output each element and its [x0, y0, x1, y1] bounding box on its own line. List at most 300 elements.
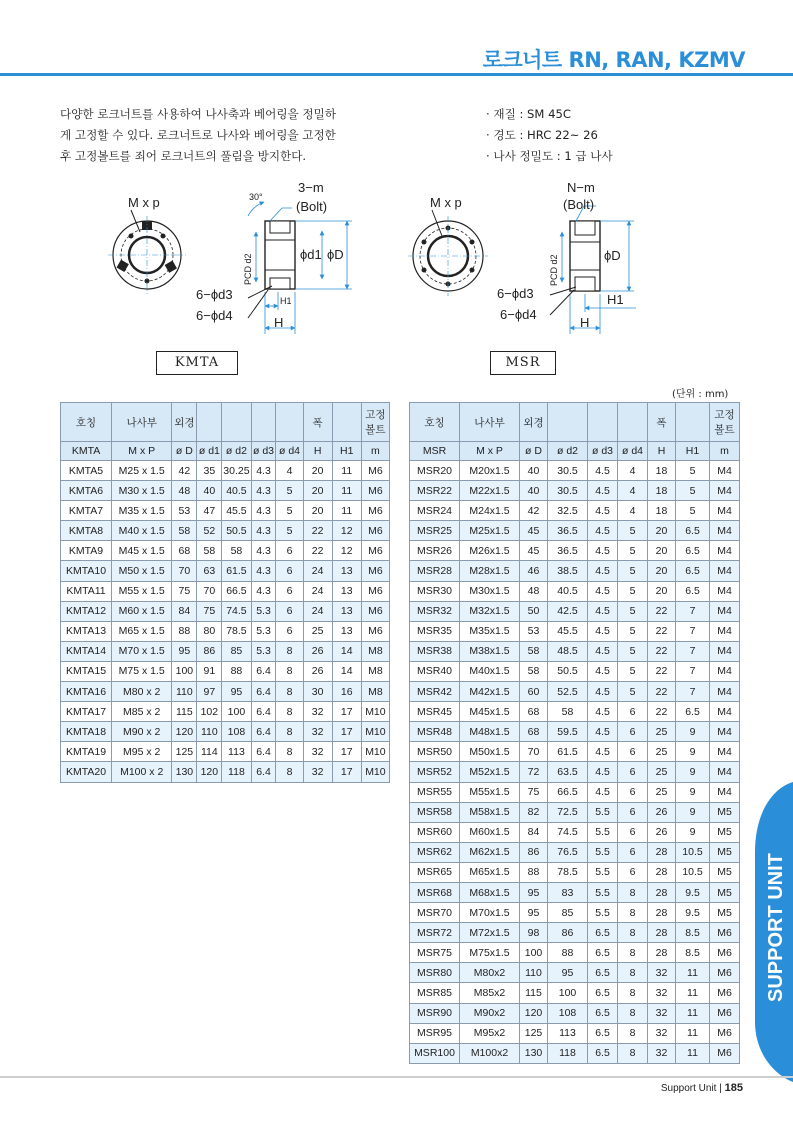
table-cell: 12 [332, 521, 361, 541]
table-cell: 46 [520, 561, 548, 581]
table-cell: 22 [303, 521, 332, 541]
table-cell: 48 [172, 481, 197, 501]
table-cell: 45 [520, 521, 548, 541]
table-cell: 80 [197, 621, 222, 641]
table-cell: M6 [361, 561, 389, 581]
table-cell: 52.5 [548, 682, 588, 702]
table-cell: M50 x 1.5 [112, 561, 172, 581]
side-tab-label: SUPPORT UNIT [765, 853, 787, 1002]
msr-header-group [548, 403, 588, 442]
table-cell: M4 [710, 541, 740, 561]
table-cell: 83 [548, 882, 588, 902]
table-cell: 4.5 [588, 481, 618, 501]
page-title: 로크너트 RN, RAN, KZMV [482, 48, 745, 72]
table-cell: 4.5 [588, 641, 618, 661]
table-row [410, 702, 740, 722]
table-cell: 17 [332, 742, 361, 762]
table-cell: M50x1.5 [460, 742, 520, 762]
table-cell: M6 [710, 943, 740, 963]
msr-side-view [550, 206, 636, 334]
kmta-angle-label: 30° [249, 192, 263, 202]
table-cell: M72x1.5 [460, 923, 520, 943]
msr-table [409, 402, 740, 1064]
table-cell: 20 [303, 481, 332, 501]
table-cell: 18 [648, 461, 676, 481]
table-row [410, 862, 740, 882]
table-cell: 120 [197, 762, 222, 782]
table-cell: M95 x 2 [112, 742, 172, 762]
table-cell: M65x1.5 [460, 862, 520, 882]
table-cell: MSR65 [410, 862, 460, 882]
table-cell: M42x1.5 [460, 682, 520, 702]
table-cell: 13 [332, 561, 361, 581]
table-cell: 5 [618, 601, 648, 621]
table-cell: 120 [172, 722, 197, 742]
table-cell: 88 [172, 621, 197, 641]
table-row [410, 943, 740, 963]
table-cell: 32 [648, 983, 676, 1003]
table-cell: M4 [710, 601, 740, 621]
table-cell: 5 [676, 461, 710, 481]
table-cell: M6 [710, 1043, 740, 1063]
table-cell: M35x1.5 [460, 621, 520, 641]
table-cell: M52x1.5 [460, 762, 520, 782]
table-cell: M6 [361, 601, 389, 621]
table-row [410, 661, 740, 681]
table-cell: 8 [618, 923, 648, 943]
table-cell: 91 [197, 661, 222, 681]
table-cell: 5.5 [588, 842, 618, 862]
table-cell: M5 [710, 822, 740, 842]
table-row [410, 682, 740, 702]
table-cell: 28 [648, 862, 676, 882]
table-cell: 5 [618, 641, 648, 661]
table-cell: 10.5 [676, 862, 710, 882]
table-cell: 24 [303, 581, 332, 601]
table-cell: 25 [648, 742, 676, 762]
table-cell: 75 [197, 601, 222, 621]
table-cell: 40 [197, 481, 222, 501]
table-cell: 75 [520, 782, 548, 802]
table-cell: 6.5 [588, 943, 618, 963]
table-cell: 8 [618, 1003, 648, 1023]
table-row [410, 1023, 740, 1043]
table-cell: 130 [520, 1043, 548, 1063]
table-cell: KMTA13 [61, 621, 112, 641]
kmta-header-group: 고정 볼트 [361, 403, 389, 442]
table-cell: 88 [548, 943, 588, 963]
intro-line: 다양한 로크너트를 사용하여 나사축과 베어링을 정밀하 [60, 107, 337, 121]
kmta-mxp-label: M x p [128, 195, 160, 210]
table-cell: 20 [303, 501, 332, 521]
table-row [410, 802, 740, 822]
table-cell: 7 [676, 661, 710, 681]
table-cell: 130 [172, 762, 197, 782]
table-cell: 30.25 [222, 461, 251, 481]
table-cell: 5.5 [588, 882, 618, 902]
table-cell: 70 [172, 561, 197, 581]
kmta-column-header: m [361, 442, 389, 461]
table-cell: 84 [520, 822, 548, 842]
table-row [410, 903, 740, 923]
table-cell: 6.5 [588, 1003, 618, 1023]
table-row [410, 601, 740, 621]
table-cell: 9 [676, 802, 710, 822]
table-cell: 5.3 [251, 621, 276, 641]
table-cell: 8 [276, 742, 303, 762]
intro-line: 후 고정볼트를 죄어 로크너트의 풀림을 방지한다. [60, 148, 307, 163]
table-cell: 4.3 [251, 521, 276, 541]
table-cell: M90 x 2 [112, 722, 172, 742]
table-cell: M10 [361, 762, 389, 782]
table-cell: M85x2 [460, 983, 520, 1003]
table-cell: 5 [618, 581, 648, 601]
table-cell: 110 [520, 963, 548, 983]
table-cell: M6 [361, 481, 389, 501]
table-cell: 4.5 [588, 742, 618, 762]
table-cell: 4.3 [251, 561, 276, 581]
table-cell: M6 [710, 983, 740, 1003]
table-cell: 6 [618, 842, 648, 862]
table-cell: 4.5 [588, 581, 618, 601]
table-cell: 5.5 [588, 822, 618, 842]
table-cell: 74.5 [222, 601, 251, 621]
table-cell: 6 [276, 541, 303, 561]
side-section-tab [755, 782, 793, 1082]
table-cell: 11 [676, 1043, 710, 1063]
table-cell: 17 [332, 702, 361, 722]
kmta-header-group [276, 403, 303, 442]
table-cell: 28 [648, 923, 676, 943]
table-cell: 5 [618, 682, 648, 702]
table-cell: 11 [676, 1023, 710, 1043]
table-cell: 53 [520, 621, 548, 641]
table-cell: M4 [710, 521, 740, 541]
table-cell: 8 [618, 943, 648, 963]
table-cell: 100 [172, 661, 197, 681]
table-cell: 6 [618, 782, 648, 802]
table-cell: MSR80 [410, 963, 460, 983]
table-row [410, 822, 740, 842]
table-cell: 50.5 [548, 661, 588, 681]
table-cell: 110 [197, 722, 222, 742]
table-cell: 52 [197, 521, 222, 541]
table-cell: M6 [361, 541, 389, 561]
table-cell: M40x1.5 [460, 661, 520, 681]
table-cell: MSR68 [410, 882, 460, 902]
table-cell: M4 [710, 702, 740, 722]
msr-column-header: ø d3 [588, 442, 618, 461]
table-cell: M30x1.5 [460, 581, 520, 601]
table-row [410, 882, 740, 902]
footer [661, 1082, 743, 1094]
table-cell: 7 [676, 621, 710, 641]
table-cell: 4.5 [588, 541, 618, 561]
table-cell: KMTA11 [61, 581, 112, 601]
table-cell: MSR35 [410, 621, 460, 641]
table-cell: 40 [520, 461, 548, 481]
table-cell: 108 [222, 722, 251, 742]
table-row [410, 842, 740, 862]
table-cell: M6 [361, 501, 389, 521]
msr-column-header: ø d2 [548, 442, 588, 461]
table-cell: M90x2 [460, 1003, 520, 1023]
table-cell: 4 [276, 461, 303, 481]
table-cell: 18 [648, 501, 676, 521]
table-cell: 6.5 [588, 1043, 618, 1063]
table-row [61, 561, 390, 581]
table-cell: 100 [520, 943, 548, 963]
kmta-header-group [332, 403, 361, 442]
table-cell: 45.5 [222, 501, 251, 521]
table-cell: 74.5 [548, 822, 588, 842]
table-cell: 20 [648, 581, 676, 601]
table-cell: 76.5 [548, 842, 588, 862]
table-cell: 85 [548, 903, 588, 923]
table-cell: 6 [276, 601, 303, 621]
table-cell: KMTA5 [61, 461, 112, 481]
table-cell: 6.5 [588, 923, 618, 943]
table-cell: 95 [172, 641, 197, 661]
kmta-column-header: H1 [332, 442, 361, 461]
table-cell: M35 x 1.5 [112, 501, 172, 521]
table-cell: 98 [520, 923, 548, 943]
table-cell: 6.4 [251, 742, 276, 762]
kmta-d4-label: 6−ϕd4 [196, 308, 233, 323]
msr-D-label: ϕD [604, 248, 621, 263]
msr-d4-label: 6−ϕd4 [500, 307, 537, 322]
table-cell: 78.5 [222, 621, 251, 641]
table-cell: 4.3 [251, 481, 276, 501]
table-cell: 40.5 [548, 581, 588, 601]
table-cell: M25x1.5 [460, 521, 520, 541]
spec-material: · 재질 : SM 45C [486, 107, 571, 121]
table-cell: M60 x 1.5 [112, 601, 172, 621]
table-cell: 11 [676, 983, 710, 1003]
unit-note: (단위 : mm) [672, 389, 729, 400]
table-row [410, 1003, 740, 1023]
table-cell: 63 [197, 561, 222, 581]
table-cell: MSR75 [410, 943, 460, 963]
table-cell: 86 [520, 842, 548, 862]
table-cell: KMTA17 [61, 702, 112, 722]
table-row [61, 762, 390, 782]
table-cell: 26 [648, 822, 676, 842]
table-cell: 6.5 [588, 963, 618, 983]
table-cell: M55x1.5 [460, 782, 520, 802]
msr-bolt-label: (Bolt) [563, 197, 595, 212]
table-cell: 6 [276, 561, 303, 581]
table-cell: MSR60 [410, 822, 460, 842]
kmta-bolt-label: (Bolt) [296, 199, 328, 214]
kmta-header-group: 폭 [303, 403, 332, 442]
table-cell: M75x1.5 [460, 943, 520, 963]
table-cell: 8 [618, 882, 648, 902]
table-cell: 32 [648, 1003, 676, 1023]
table-cell: M10 [361, 722, 389, 742]
msr-name-box: MSR [490, 351, 556, 375]
table-cell: 13 [332, 581, 361, 601]
msr-pcd-label: PCD d2 [549, 254, 559, 286]
table-cell: 10.5 [676, 842, 710, 862]
table-cell: 4.3 [251, 501, 276, 521]
table-cell: M5 [710, 903, 740, 923]
table-cell: 4.3 [251, 461, 276, 481]
table-cell: 84 [172, 601, 197, 621]
msr-column-header: H1 [676, 442, 710, 461]
table-cell: 22 [648, 601, 676, 621]
table-cell: M10 [361, 702, 389, 722]
table-cell: 6.4 [251, 661, 276, 681]
kmta-header-group: 호칭 [61, 403, 112, 442]
table-cell: 4 [618, 481, 648, 501]
table-cell: M24x1.5 [460, 501, 520, 521]
table-cell: 32 [648, 1023, 676, 1043]
table-cell: 6.5 [588, 983, 618, 1003]
table-cell: 22 [648, 661, 676, 681]
kmta-D-label: ϕD [327, 247, 344, 262]
table-cell: 110 [172, 682, 197, 702]
table-cell: 38.5 [548, 561, 588, 581]
table-cell: KMTA18 [61, 722, 112, 742]
table-cell: M75 x 1.5 [112, 661, 172, 681]
table-cell: 82 [520, 802, 548, 822]
table-cell: 32 [303, 722, 332, 742]
table-cell: M8 [361, 661, 389, 681]
table-cell: 95 [548, 963, 588, 983]
table-cell: KMTA8 [61, 521, 112, 541]
kmta-column-header: ø d1 [197, 442, 222, 461]
table-cell: 6 [618, 802, 648, 822]
table-row [410, 641, 740, 661]
table-cell: 6.4 [251, 682, 276, 702]
table-cell: M68x1.5 [460, 882, 520, 902]
table-cell: MSR38 [410, 641, 460, 661]
table-cell: M6 [710, 1003, 740, 1023]
kmta-header-group [251, 403, 276, 442]
table-cell: 40 [520, 481, 548, 501]
msr-bolt-count-label: N−m [567, 180, 595, 195]
table-cell: 26 [303, 661, 332, 681]
table-row [410, 722, 740, 742]
table-cell: 6.4 [251, 762, 276, 782]
table-cell: MSR20 [410, 461, 460, 481]
kmta-column-header: ø d2 [222, 442, 251, 461]
table-cell: 11 [332, 501, 361, 521]
table-cell: 102 [197, 702, 222, 722]
table-cell: MSR28 [410, 561, 460, 581]
table-cell: M85 x 2 [112, 702, 172, 722]
table-cell: 20 [303, 461, 332, 481]
table-cell: MSR26 [410, 541, 460, 561]
table-cell: 13 [332, 621, 361, 641]
table-cell: 4.3 [251, 581, 276, 601]
table-cell: M6 [361, 461, 389, 481]
table-cell: M95x2 [460, 1023, 520, 1043]
table-cell: 97 [197, 682, 222, 702]
table-cell: M22x1.5 [460, 481, 520, 501]
table-cell: 47 [197, 501, 222, 521]
table-row [61, 481, 390, 501]
table-cell: 113 [222, 742, 251, 762]
table-cell: KMTA14 [61, 641, 112, 661]
table-cell: 6.5 [676, 561, 710, 581]
table-cell: KMTA16 [61, 682, 112, 702]
table-cell: 66.5 [222, 581, 251, 601]
table-cell: MSR24 [410, 501, 460, 521]
spec-hardness: · 경도 : HRC 22~ 26 [486, 127, 598, 142]
table-cell: 8 [618, 963, 648, 983]
table-cell: M32x1.5 [460, 601, 520, 621]
table-cell: M65 x 1.5 [112, 621, 172, 641]
table-row [61, 581, 390, 601]
table-cell: KMTA19 [61, 742, 112, 762]
table-cell: M70x1.5 [460, 903, 520, 923]
table-cell: KMTA12 [61, 601, 112, 621]
table-cell: 16 [332, 682, 361, 702]
table-cell: M4 [710, 641, 740, 661]
spec-list [486, 104, 613, 166]
table-cell: 48 [520, 581, 548, 601]
table-cell: 4.5 [588, 661, 618, 681]
msr-column-header: ø D [520, 442, 548, 461]
table-cell: M20x1.5 [460, 461, 520, 481]
table-cell: 6 [276, 621, 303, 641]
table-cell: 8 [276, 762, 303, 782]
table-cell: 30.5 [548, 481, 588, 501]
table-cell: 5 [276, 501, 303, 521]
table-cell: 70 [520, 742, 548, 762]
table-cell: 5.5 [588, 802, 618, 822]
table-cell: 9 [676, 722, 710, 742]
table-cell: 8 [618, 903, 648, 923]
kmta-header-group: 나사부 [112, 403, 172, 442]
table-row [61, 722, 390, 742]
table-cell: 8 [276, 661, 303, 681]
table-cell: 125 [172, 742, 197, 762]
table-cell: 60 [520, 682, 548, 702]
table-row [410, 963, 740, 983]
table-cell: 50 [520, 601, 548, 621]
header-rule [0, 73, 793, 76]
table-cell: 100 [548, 983, 588, 1003]
kmta-column-header: M x P [112, 442, 172, 461]
table-cell: 115 [172, 702, 197, 722]
table-row [61, 742, 390, 762]
table-cell: M4 [710, 782, 740, 802]
table-cell: 20 [648, 561, 676, 581]
table-cell: 30.5 [548, 461, 588, 481]
table-cell: 8 [276, 641, 303, 661]
table-cell: 113 [548, 1023, 588, 1043]
table-cell: 6.5 [676, 521, 710, 541]
table-cell: 48.5 [548, 641, 588, 661]
table-cell: 8 [276, 722, 303, 742]
table-cell: 32 [648, 963, 676, 983]
table-cell: 100 [222, 702, 251, 722]
table-cell: 22 [648, 682, 676, 702]
table-row [61, 521, 390, 541]
table-cell: 8 [618, 1043, 648, 1063]
table-row [61, 461, 390, 481]
table-row [61, 702, 390, 722]
msr-header-group: 폭 [648, 403, 676, 442]
table-cell: M100 x 2 [112, 762, 172, 782]
table-cell: 6.4 [251, 722, 276, 742]
table-cell: MSR30 [410, 581, 460, 601]
table-cell: 9 [676, 742, 710, 762]
table-cell: M80 x 2 [112, 682, 172, 702]
